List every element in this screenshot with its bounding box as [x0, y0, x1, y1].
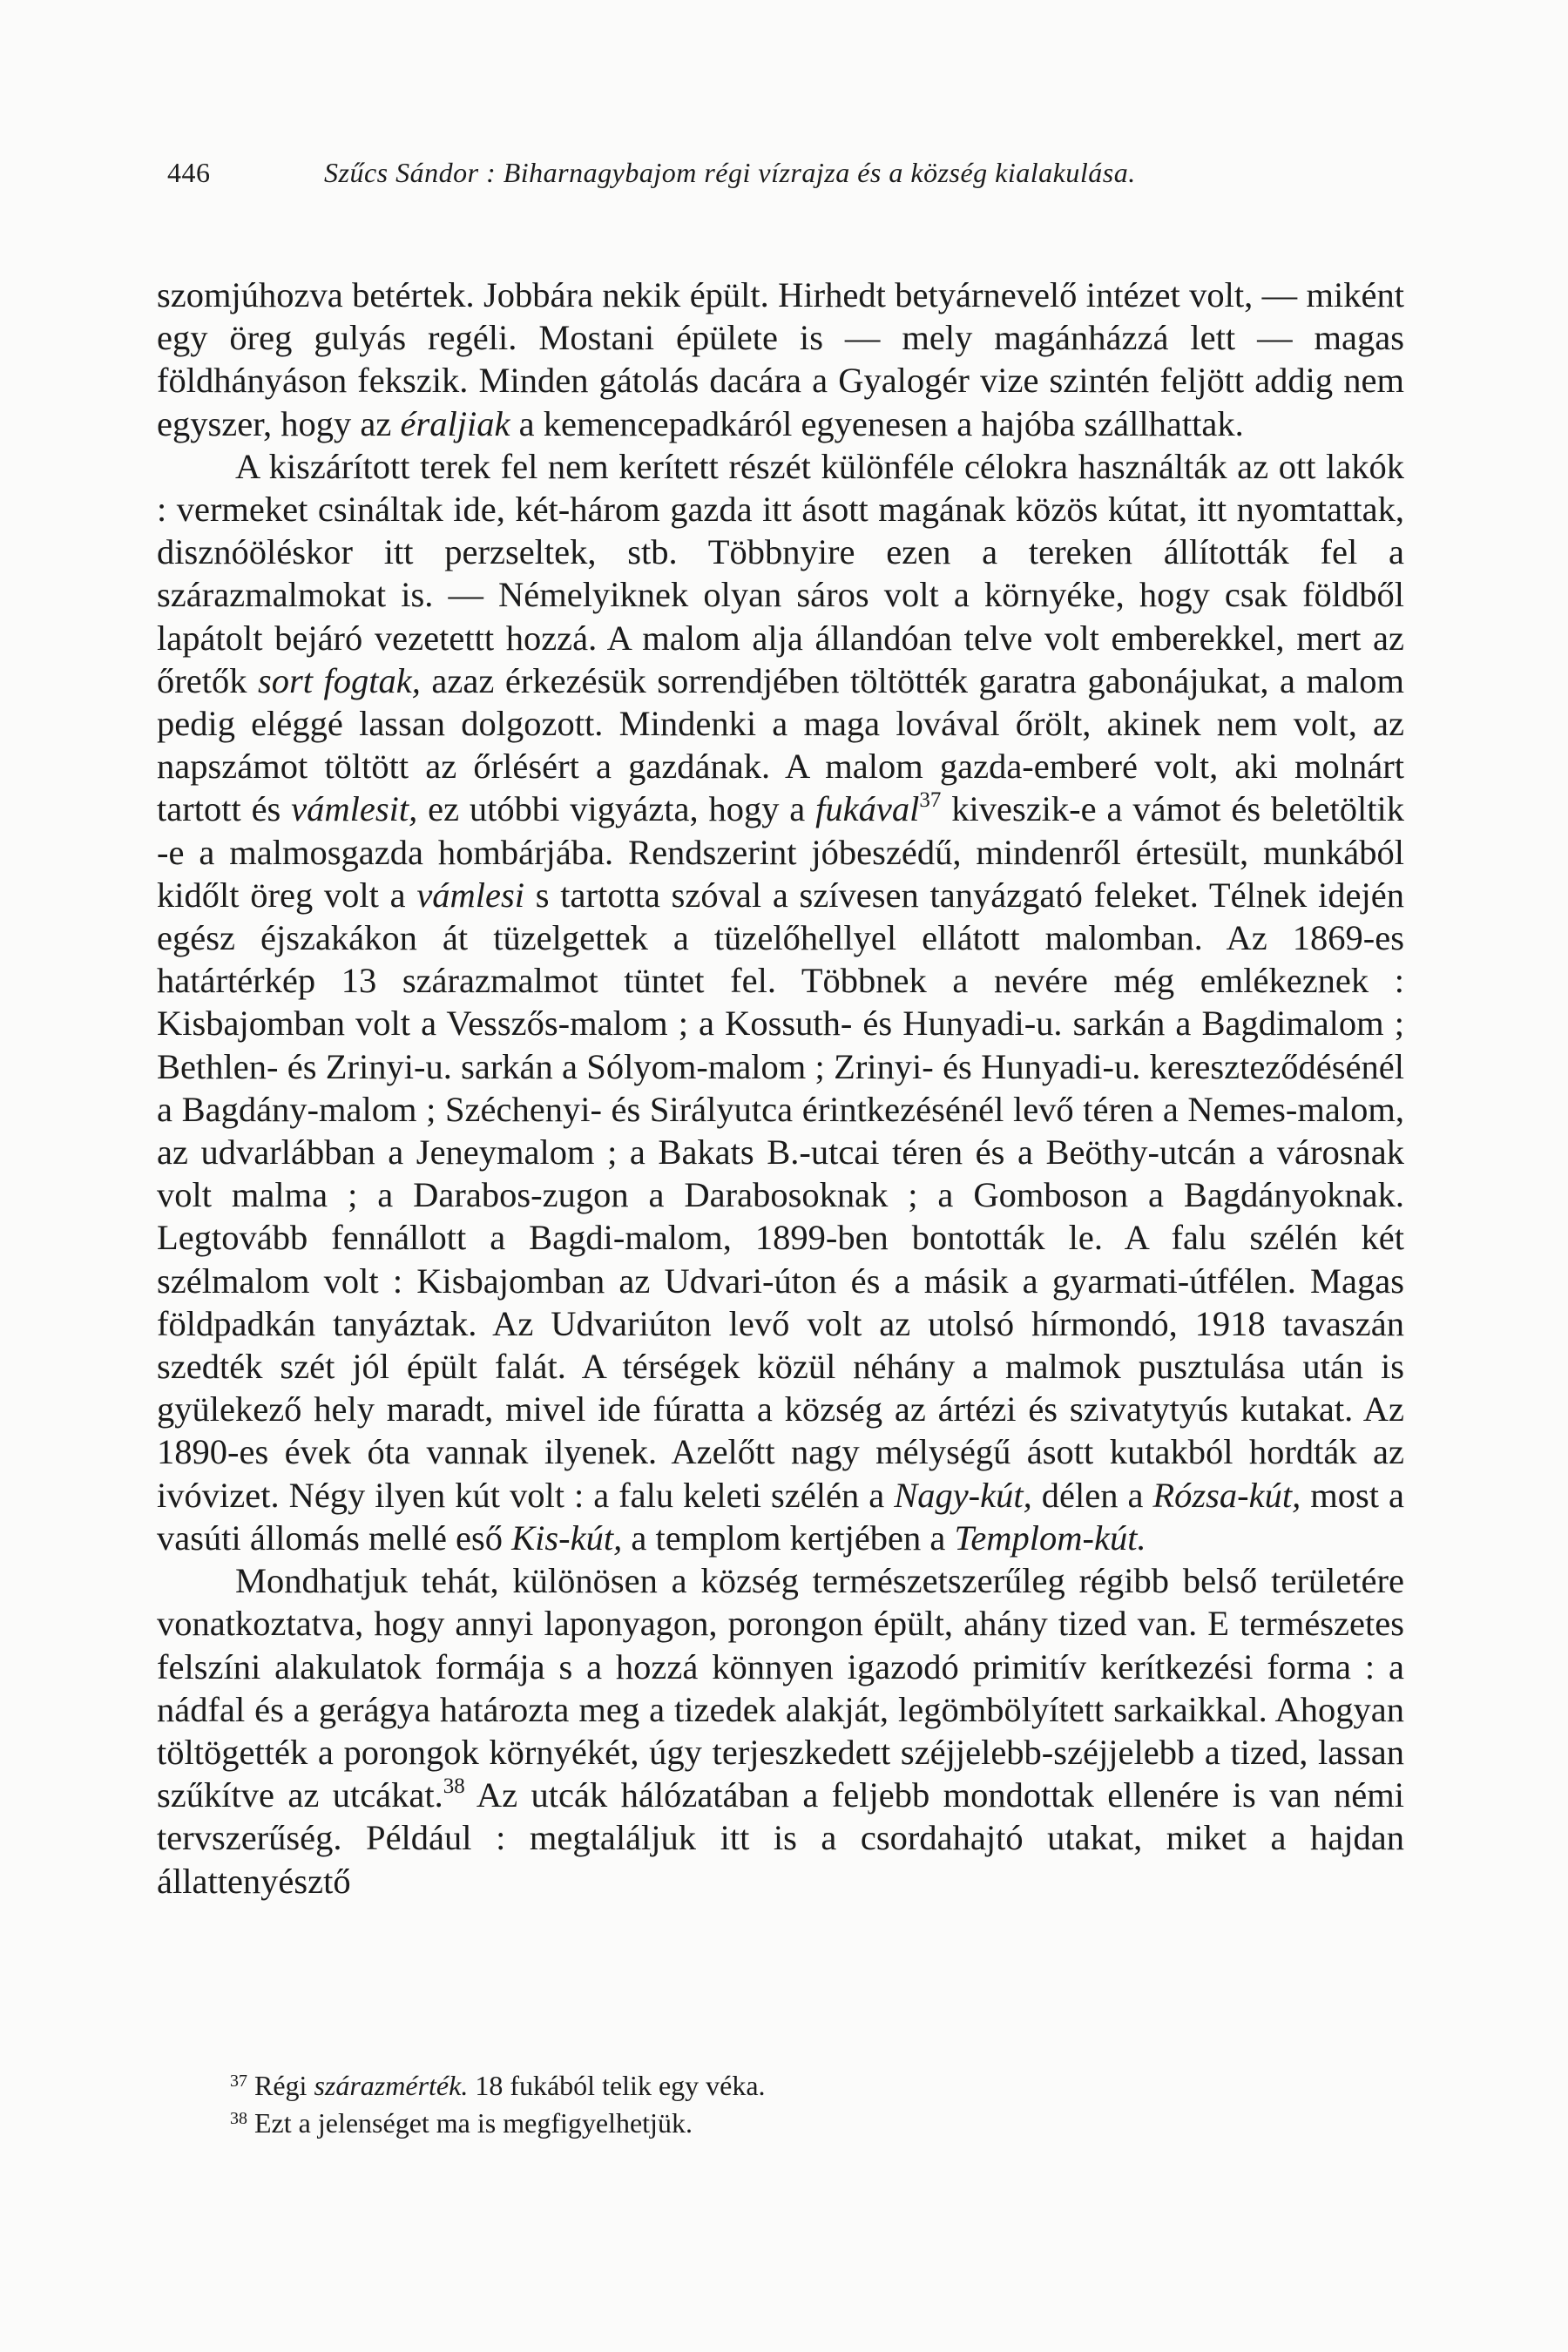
paragraph-2-italic-6: Rózsa-kút, — [1152, 1475, 1301, 1515]
paragraph-3-text-2: Az utcák hálózatában a feljebb mondottak ellenére is van némi tervszerűség. Például : megtaláljuk itt is a csordahajtó utakat, miket a hajdan állattenyésztő — [157, 1775, 1405, 1901]
footnote-ref-38: 38 — [443, 1774, 465, 1799]
page-number: 446 — [167, 157, 211, 188]
paragraph-2-italic-8: Templom-kút. — [954, 1517, 1146, 1558]
paragraph-2-text-3: ez utóbbi vigyázta, hogy a — [417, 789, 816, 829]
paragraph-2-italic-1: sort fogtak, — [258, 660, 421, 700]
paragraph-2-text-6: délen a — [1031, 1475, 1153, 1515]
footnote-text: Ezt a jelenséget ma is megfigyelhetjük. — [254, 2107, 693, 2139]
paragraph-1-text-2: a kemencepadkáról egyenesen a hajóba szállhattak. — [510, 403, 1244, 443]
footnote-text-2: 18 fukából telik egy véka. — [468, 2070, 766, 2101]
paragraph-2-text-4: kiveszik-e a vámot és beletöltik -e a malmosgazda hombárjába. Rendszerint jóbeszédű, mindenről értesült, munkából kidőlt öreg volt a — [157, 789, 1404, 915]
running-title: Szűcs Sándor : Biharnagybajom régi vízrajza és a község kialakulása. — [324, 157, 1136, 188]
footnote-number: 38 — [230, 2109, 247, 2128]
paragraph-3-text-1: Mondhatjuk tehát, különösen a község természetszerűleg régibb belső területére vonatkoztatva, hogy annyi laponyagon, porongon épült, ahány tized van. E természetes felszíni alakulatok formája s a hozzá könnyen igazodó primitív kerítkezési forma : a nádfal és a gerágya határozta meg a tizedek alakját, legömbölyített sarkaikkal. Ahogyan töltögették a porongok környékét, úgy terjeszkedett széjjelebb-széjjelebb a tized, lassan szűkítve az utcákat. — [157, 1561, 1404, 1815]
paragraph-2-italic-3: fukával — [815, 789, 920, 829]
paragraph-1-text-1: szomjúhozva betértek. Jobbára nekik épült. Hirhedt betyárnevelő intézet volt, — miként egy öreg gulyás regéli. Mostani épülete is — mely magánházzá lett — magas földhányáson fekszik. Minden gátolás dacára a Gyalogér vize szintén feljött addig nem egyszer, hogy az — [157, 275, 1404, 443]
paragraph-3 — [157, 1559, 1404, 1903]
paragraph-2-italic-2: vámlesit, — [291, 789, 418, 829]
paragraph-2-text-8: a templom kertjében a — [622, 1517, 955, 1558]
footnote-number: 37 — [230, 2072, 247, 2091]
footnote-37 — [230, 2065, 1397, 2102]
paragraph-1 — [157, 274, 1404, 445]
paragraph-2-text-7: most a vasúti állomás mellé eső — [157, 1475, 1404, 1558]
paragraph-2-text-5: s tartotta szóval a szívesen tanyázgató feleket. Télnek idején egész éjszakákon át tüzelgettek a tüzelőhellyel ellátott malomban. Az 1869-es határtérkép 13 szárazmalmot tüntet fel. Többnek a nevére még emlékeznek : Kisbajomban volt a Vesszős-malom ; a Kossuth- és Hunyadi-u. sarkán a Bagdimalom ; Bethlen- és Zrinyi-u. sarkán a Sólyom-malom ; Zrinyi- és Hunyadi-u. kereszteződésénél a Bagdány-malom ; Széchenyi- és Sirályutca érintkezésénél levő téren a Nemes-malom, az udvarlábban a Jeneymalom ; a Bakats B.-utcai téren és a Beöthy-utcán a városnak volt malma ; a Darabos-zugon a Darabosoknak ; a Gomboson a Bagdányoknak. Legtovább fennállott a Bagdi-malom, 1899-ben bontották le. A falu szélén két szélmalom volt : Kisbajomban az Udvari-úton és a másik a gyarmati-útfélen. Magas földpadkán tanyáztak. Az Udvariúton levő volt az utolsó hírmondó, 1918 tavaszán szedték szét jól épült falát. A térségek közül néhány a malmok pusztulása után is gyülekező hely maradt, mivel ide fúratta a község az ártézi és szivatytyús kutakat. Az 1890-es évek óta vannak ilyenek. Azelőtt nagy mélységű ásott kutakból hordták az ivóvizet. Négy ilyen kút volt : a falu keleti szélén a — [157, 875, 1404, 1515]
paragraph-2-text-1: A kiszárított terek fel nem kerített részét különféle célokra használták az ott lakók : vermeket csináltak ide, két-három gazda itt ásott magának közös kútat, itt nyomtattak, disznóöléskor itt perzseltek, stb. Többnyire ezen a tereken állították fel a szárazmalmokat is. — Némelyiknek olyan sáros volt a környéke, hogy csak földből lapátolt bejáró vezetettt hozzá. A malom alja állandóan telve volt emberekkel, mert az őretők — [157, 446, 1404, 700]
body-text — [157, 274, 1404, 1903]
footnotes — [230, 2065, 1397, 2139]
paragraph-2-italic-5: Nagy-kút, — [894, 1475, 1032, 1515]
paragraph-2-italic-7: Kis-kút, — [511, 1517, 623, 1558]
footnote-text: Régi — [254, 2070, 314, 2101]
paragraph-2 — [157, 445, 1404, 1559]
running-header — [167, 157, 1404, 200]
footnote-ref-37: 37 — [919, 788, 942, 813]
paragraph-1-italic-1: éraljiak — [400, 403, 510, 443]
paragraph-2-text-2: azaz érkezésük sorrendjében töltötték garatra gabonájukat, a malom pedig eléggé lassan dolgozott. Mindenki a maga lovával őrölt, akinek nem volt, az napszámot töltött az őrlésért a gazdának. A malom gazda-emberé volt, aki molnárt tartott és — [157, 660, 1404, 829]
footnote-38 — [230, 2102, 1397, 2139]
footnote-italic: szárazmérték. — [314, 2070, 469, 2101]
paragraph-2-italic-4: vámlesi — [416, 875, 525, 915]
